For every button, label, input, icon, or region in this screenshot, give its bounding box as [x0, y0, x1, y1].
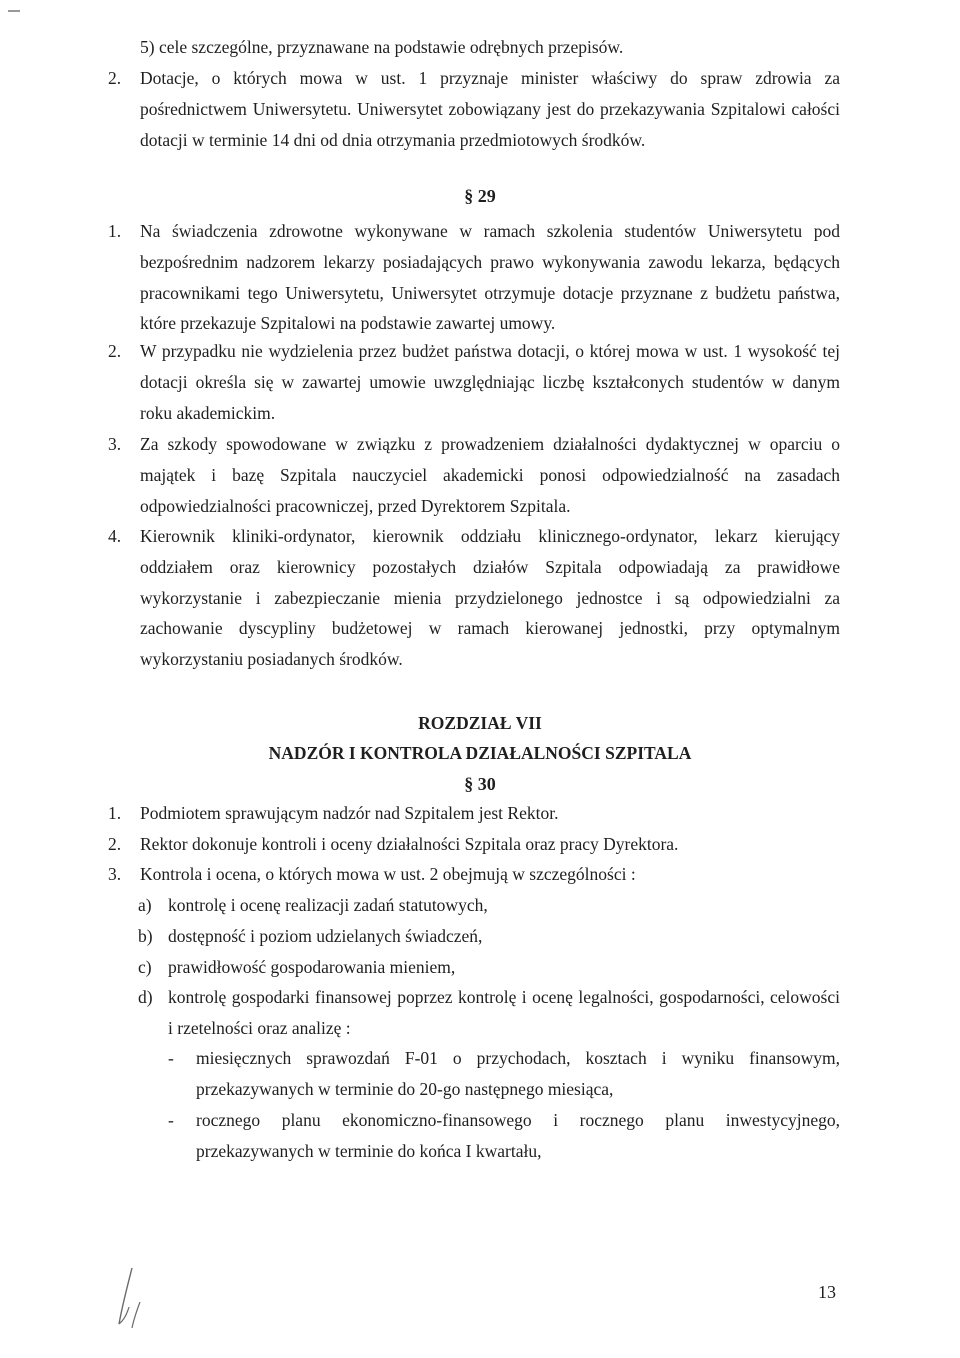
chapter-title: ROZDZIAŁ VII: [418, 713, 542, 733]
text-line: wykorzystanie i zabezpieczanie mienia przydzielonego jednostce i są odpowiedzialni za: [140, 587, 840, 608]
s29-item-2-number: 2.: [108, 341, 122, 361]
s29-item-4-number: 4.: [108, 526, 122, 546]
item-2-number: 2.: [108, 68, 122, 88]
letter-d-paragraph: [168, 982, 840, 1044]
text-line: miesięcznych sprawozdań F-01 o przychodach, kosztach i wyniku finansowym,: [196, 1048, 840, 1068]
text-line: W przypadku nie wydzielenia przez budżet państwa dotacji, o której mowa w ust. 1 wysokość tej: [140, 341, 840, 361]
text-line: roku akademickim.: [140, 402, 276, 423]
s29-item-1-paragraph: [140, 216, 840, 339]
text-line: i rzetelności oraz analizę :: [168, 1017, 351, 1038]
dash-2-paragraph: [196, 1105, 840, 1167]
letter-c-text: prawidłowość gospodarowania mieniem,: [168, 957, 456, 977]
letter-d-label: d): [138, 987, 153, 1007]
s29-item-4-paragraph: [140, 521, 840, 675]
text-line: które przekazuje Szpitalowi na podstawie zawartej umowy.: [140, 313, 556, 334]
dash-2-mark: -: [168, 1110, 174, 1130]
s29-item-1-number: 1.: [108, 221, 122, 241]
chapter-subtitle: NADZÓR I KONTROLA DZIAŁALNOŚCI SZPITALA: [268, 743, 692, 763]
s29-item-3-paragraph: [140, 429, 840, 521]
text-line: dotacji określa się w zawartej umowie uwzględniając liczbę kształconych studentów w danym: [140, 371, 840, 392]
s29-item-3-number: 3.: [108, 434, 122, 454]
text-line: Na świadczenia zdrowotne wykonywane w ramach szkolenia studentów Uniwersytetu pod: [140, 221, 840, 241]
page-number: 13: [818, 1282, 836, 1302]
text-line: kontrolę gospodarki finansowej poprzez kontrolę i ocenę legalności, gospodarności, celowości: [168, 987, 840, 1007]
text-line: rocznego planu ekonomiczno-finansowego i rocznego planu inwestycyjnego,: [196, 1110, 840, 1130]
text-line: przekazywanych w terminie do końca I kwartału,: [196, 1140, 542, 1161]
text-line: majątek i bazę Szpitala nauczyciel akademicki ponosi odpowiedzialność na zasadach: [140, 464, 840, 485]
item-5-line: 5) cele szczególne, przyznawane na podstawie odrębnych przepisów.: [140, 37, 624, 57]
letter-c-label: c): [138, 957, 152, 977]
section-30-title: § 30: [464, 774, 496, 794]
text-line: dotacji w terminie 14 dni od dnia otrzymania przedmiotowych środków.: [140, 129, 646, 150]
text-line: Za szkody spowodowane w związku z prowadzeniem działalności dydaktycznej w oparciu o: [140, 434, 840, 454]
text-line: pracownikami tego Uniwersytetu, Uniwersytet otrzymuje dotacje przyznane z budżetu państwa,: [140, 282, 840, 303]
text-line: bezpośrednim nadzorem lekarzy posiadających prawo wykonywania zawodu lekarza, będących: [140, 251, 840, 272]
text-line: Kierownik kliniki-ordynator, kierownik oddziału klinicznego-ordynator, lekarz kierujący: [140, 526, 840, 546]
letter-b-label: b): [138, 926, 153, 946]
text-line: zachowanie dyscypliny budżetowej w ramach kierowanej jednostki, przy optymalnym: [140, 618, 840, 639]
text-line: wykorzystaniu posiadanych środków.: [140, 649, 403, 670]
dash-1-mark: -: [168, 1048, 174, 1068]
handwritten-initial-mark: [110, 1262, 160, 1332]
scan-mark: [8, 10, 20, 12]
text-line: odpowiedzialności pracowniczej, przed Dyrektorem Szpitala.: [140, 495, 571, 516]
section-29-title: § 29: [464, 186, 496, 206]
letter-a-text: kontrolę i ocenę realizacji zadań statutowych,: [168, 895, 488, 915]
s30-item-1-text: Podmiotem sprawującym nadzór nad Szpitalem jest Rektor.: [140, 803, 559, 823]
letter-b-text: dostępność i poziom udzielanych świadczeń,: [168, 926, 483, 946]
text-line: oddziałem oraz kierownicy pozostałych działów Szpitala odpowiadają za prawidłowe: [140, 556, 840, 577]
text-line: Dotacje, o których mowa w ust. 1 przyznaje minister właściwy do spraw zdrowia za: [140, 68, 840, 88]
letter-a-label: a): [138, 895, 152, 915]
item-2-paragraph: [140, 63, 840, 155]
text-line: przekazywanych w terminie do 20-go następnego miesiąca,: [196, 1078, 614, 1099]
s30-item-2-text: Rektor dokonuje kontroli i oceny działalności Szpitala oraz pracy Dyrektora.: [140, 834, 679, 854]
text-line: pośrednictwem Uniwersytetu. Uniwersytet zobowiązany jest do przekazywania Szpitalowi całości: [140, 98, 840, 119]
s30-item-3-number: 3.: [108, 864, 122, 884]
s29-item-2-paragraph: [140, 336, 840, 428]
s30-item-2-number: 2.: [108, 834, 122, 854]
dash-1-paragraph: [196, 1043, 840, 1105]
s30-item-1-number: 1.: [108, 803, 122, 823]
s30-item-3-text: Kontrola i ocena, o których mowa w ust. 2 obejmują w szczególności :: [140, 864, 636, 884]
